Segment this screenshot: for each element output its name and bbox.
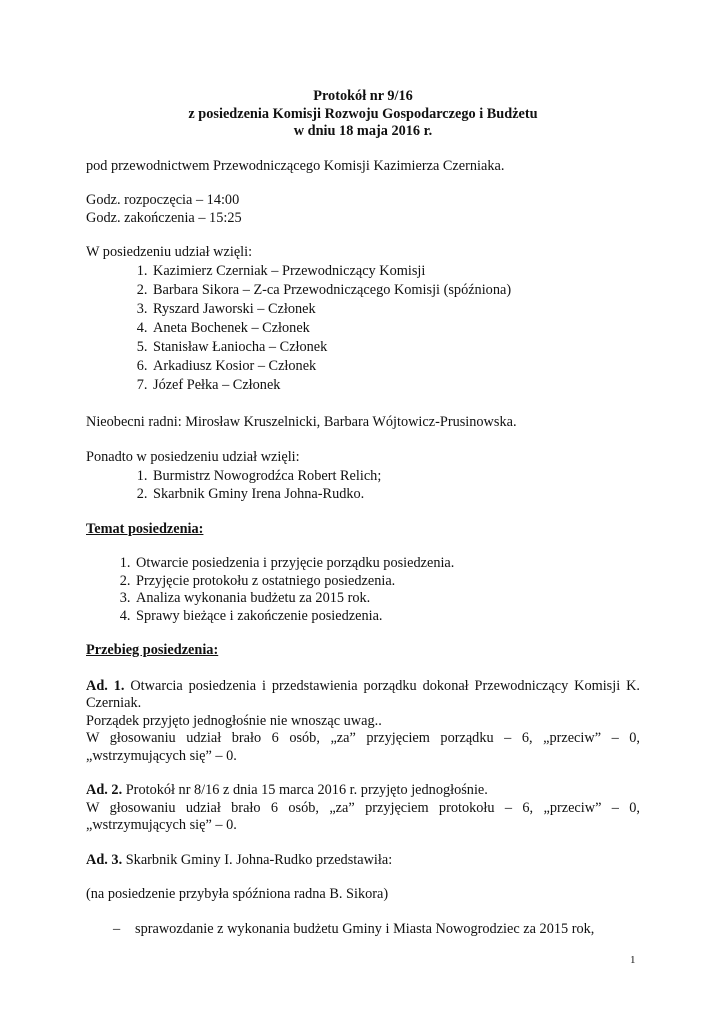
ad3-text: Skarbnik Gminy I. Johna-Rudko przedstawiła: [122,851,393,868]
proceedings-heading: Przebieg posiedzenia: [86,642,219,658]
chair-text: pod przewodnictwem Przewodniczącego Komisji Kazimierza Czerniaka. [86,157,505,174]
ad3-paragraph [86,852,640,870]
attendees-heading: W posiedzeniu udział wzięli: [86,244,253,260]
agenda-item: 3. Analiza wykonania budżetu za 2015 rok. [134,590,640,608]
attendees-list [86,262,640,395]
attendee-item: 1. Kazimierz Czerniak – Przewodniczący Komisji [151,262,640,281]
ad3-label: Ad. 3. [86,851,123,868]
guests-heading: Ponadto w posiedzeniu udział wzięli: [86,449,300,465]
title-line-1: Protokół nr 9/16 [313,88,413,104]
ad3-note: (na posiedzenie przybyła spóźniona radna B. Sikora) [86,886,389,902]
ad1-text: Otwarcia posiedzenia i przedstawienia porządku dokonał Przewodniczący Komisji K. Czerniak. [86,677,640,711]
agenda-item: 2. Przyjęcie protokołu z ostatniego posiedzenia. [134,573,640,591]
document-body [86,88,640,938]
attendee-item: 7. Józef Pełka – Członek [151,376,640,395]
ad2-line2: W głosowaniu udział brało 6 osób, „za” przyjęciem protokołu – 6, „przeciw” – 0, „wstrzymujących się” – 0. [86,799,640,833]
attendee-item: 2. Barbara Sikora – Z-ca Przewodniczącego Komisji (spóźniona) [151,281,640,300]
ad2-text: Protokół nr 8/16 z dnia 15 marca 2016 r. przyjęto jednogłośnie. [122,782,488,798]
end-time: Godz. zakończenia – 15:25 [86,209,242,226]
agenda-item: 4. Sprawy bieżące i zakończenie posiedzenia. [134,608,640,626]
title-line-2: z posiedzenia Komisji Rozwoju Gospodarczego i Budżetu [188,105,538,122]
attendee-item: 4. Aneta Bochenek – Członek [151,319,640,338]
absent-text: Nieobecni radni: Mirosław Kruszelnicki, Barbara Wójtowicz-Prusinowska. [86,413,517,430]
ad1-paragraph [86,678,640,713]
ad3-bullet-text: sprawozdanie z wykonania budżetu Gminy i Miasta Nowogrodziec za 2015 rok, [135,920,595,937]
attendee-item: 5. Stanisław Łaniocha – Członek [151,338,640,357]
title-line-3: w dniu 18 maja 2016 r. [293,123,433,139]
start-time: Godz. rozpoczęcia – 14:00 [86,192,240,208]
guests-list [86,467,640,503]
guest-item: 2. Skarbnik Gminy Irena Johna-Rudko. [151,485,640,503]
ad1-label: Ad. 1. [86,677,125,694]
ad2-label: Ad. 2. [86,782,123,798]
attendee-item: 6. Arkadiusz Kosior – Członek [151,357,640,376]
agenda-item: 1. Otwarcie posiedzenia i przyjęcie porządku posiedzenia. [134,555,640,573]
dash-icon: – [113,920,121,937]
agenda-list [86,555,640,625]
page-number: 1 [630,954,636,966]
agenda-heading: Temat posiedzenia: [86,520,204,537]
ad1-line2: Porządek przyjęto jednogłośnie nie wnosząc uwag.. [86,712,382,729]
ad2-paragraph [86,782,640,800]
ad3-bullet-item [86,921,640,939]
ad1-line3: W głosowaniu udział brało 6 osób, „za” przyjęciem porządku – 6, „przeciw” – 0, „wstrzymujących się” – 0. [86,730,640,764]
attendee-item: 3. Ryszard Jaworski – Członek [151,300,640,319]
guest-item: 1. Burmistrz Nowogrodźca Robert Relich; [151,467,640,485]
